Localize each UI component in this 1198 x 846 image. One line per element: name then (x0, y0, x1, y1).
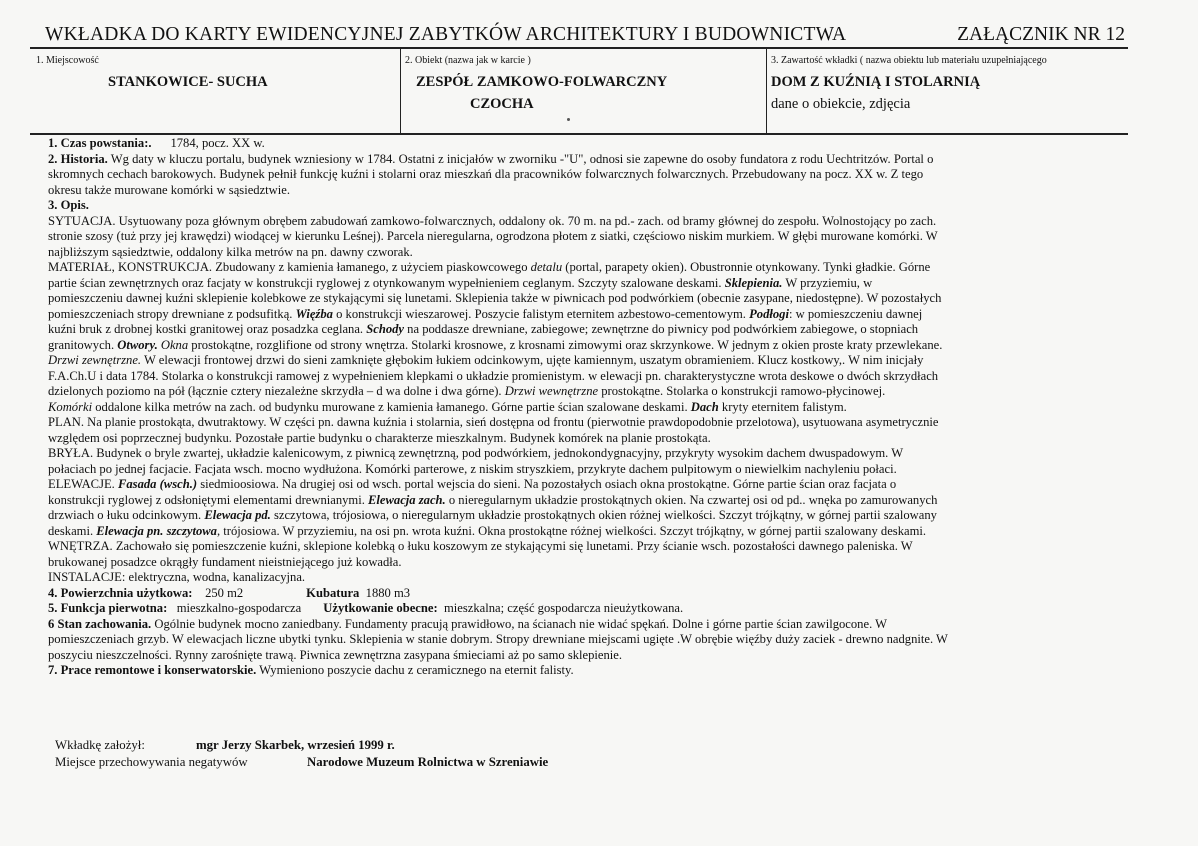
bryla-line-1: BRYŁA. Budynek o bryle zwartej, układzie kalenicowym, z piwnicą zewnętrzną, pod podwórkiem, jednokondygnacyjny, przykryty wysokim dachem dwuspadowym. W (48, 446, 904, 460)
prace-line: 7. Prace remontowe i konserwatorskie. Wymieniono poszycie dachu z ceramicznego na eternit falisty. (48, 663, 574, 677)
wnetrza-line-2: brukowanej posadzce okrągły fundament nieistniejącego już kowadła. (48, 554, 402, 569)
bryla-line-2: połaciach po jednej facjacie. Facjata wsch. mocno wydłużona. Komórki parterowe, z niskim stryszkiem, przykryte dachem pulpitowym o niewielkim nachyleniu połaci. (48, 461, 897, 476)
description-body (48, 136, 1138, 679)
header-top-rule (30, 47, 1128, 49)
historia-line-3: okresu także murowane komórki w sąsiedztwie. (48, 182, 291, 197)
stan-line-1: 6 Stan zachowania. Ogólnie budynek mocno zaniedbany. Fundamenty pracują prawidłowo, na ścianach nie widać spękań. Dolne i górne partie ścian zawilgocone. W (48, 616, 888, 631)
plan-line-2: względem osi poprzecznej budynku. Pozostałe partie budynku o charakterze mieszkalnym. Budynek komórek na planie prostokąta. (48, 430, 711, 445)
zalozyl-label: Wkładkę założył: (55, 738, 145, 752)
sytuacja-line-1: SYTUACJA. Usytuowany poza głównym obrębem zabudowań zamkowo-folwarcznych, oddalony ok. 70 m. na pd.- zach. od bramy głównej do zespołu. Wolnostojący po zach. (48, 213, 937, 228)
elewacje-line-1: ELEWACJE. Fasada (wsch.) siedmioosiowa. Na drugiej osi od wsch. portal wejscia do sieni. Na pozostałych osiach okna prostokątne. Górne partie ścian oraz facjata o (48, 477, 897, 491)
czas-line: 1. Czas powstania:. 1784, pocz. XX w. (48, 136, 265, 150)
cell-value-obiekt-line1: ZESPÓŁ ZAMKOWO-FOLWARCZNY (416, 74, 668, 90)
cell-value-zawartosc: DOM Z KUŹNIĄ I STOLARNIĄ (771, 74, 981, 90)
material-line-1: MATERIAŁ, KONSTRUKCJA. Zbudowany z kamienia łamanego, z użyciem piaskowcowego detalu (portal, parapety okien). Obustronnie otynkowany. Tynki gładkie. Górne (48, 260, 931, 274)
cell-value-miejscowosc: STANKOWICE- SUCHA (108, 74, 268, 90)
cell-divider-1 (400, 48, 401, 133)
annex-number: ZAŁĄCZNIK NR 12 (957, 24, 1125, 45)
zalozyl-value: mgr Jerzy Skarbek, wrzesień 1999 r. (196, 738, 395, 752)
funkcja-line: 5. Funkcja pierwotna: mieszkalno-gospodarcza Użytkowanie obecne: mieszkalna; część gospodarcza nieużytkowana. (48, 601, 684, 615)
material-line-3: pomieszczeniu dawnej kuźni sklepienie kolebkowe ze stykającymi się lunetami. Sklepienia także w piwnicach pod podwórkiem (obecnie zasypane, niedostępne). W pozostałych (48, 291, 942, 305)
powierzchnia-line: 4. Powierzchnia użytkowa: 250 m2 Kubatura 1880 m3 (48, 585, 411, 600)
material-line-7: Drzwi zewnętrzne. W elewacji frontowej drzwi do sieni zamknięte głębokim łukiem odcinkowym, ujęte kamiennym, uszatym obramieniem. Klucz kostkowy,. W nim inicjały (48, 353, 924, 367)
cell-label-zawartosc: 3. Zawartość wkładki ( nazwa obiektu lub materiału uzupełniającego (771, 55, 1047, 66)
miejsce-value: Narodowe Muzeum Rolnictwa w Szreniawie (307, 755, 549, 769)
stan-line-2: pomieszczeniach grzyb. W elewacjach liczne ubytki tynku. Sklepienia w stanie dobrym. Stropy drewniane miejscami ugięte .W obrębie więźby duży zaciek - drewno nadgnite. W (48, 632, 948, 646)
cell-label-obiekt: 2. Obiekt (nazwa jak w karcie ) (405, 55, 531, 66)
material-line-8: F.A.Ch.U i data 1784. Stolarka o konstrukcji ramowej z wypełnieniem klepkami o układzie promienistym. w elewacji pn. charakterystyczne wrota deskowe o dwóch skrzydłach (48, 368, 939, 383)
sytuacja-line-3: najbliższym sąsiedztwie, oddalony kilka metrów na pn. dawny czworak. (48, 244, 413, 259)
elewacje-line-4: deskami. Elewacja pn. szczytowa, trójosiowa. W przyziemiu, na osi pn. wrota kuźni. Okna prostokątne różnej wielkości. Szczyt trójkątny, w górnej partii szalowany deskami. (48, 523, 927, 538)
historia-line-1: 2. Historia. Wg daty w kluczu portalu, budynek wzniesiony w 1784. Ostatni z inicjałów w zworniku -"U", odnosi sie zapewne do osoby fundatora z rodu Uechtritzów. Portal o (48, 151, 934, 166)
sytuacja-line-2: stronie szosy (tuż przy jej krawędzi) wiodącej w kierunku Leśnej). Parcela nieregularna, ogrodzona płotem z siatki, częściowo niskim murkiem. W głębi murowane komórki. W (48, 229, 938, 243)
material-line-5: kuźni bruk z drobnej kostki granitowej oraz posadzka ceglana. Schody na poddasze drewniane, zabiegowe; zewnętrzne do piwnicy pod podwórkiem zabiegowe, o stopniach (48, 322, 919, 336)
header-bottom-rule (30, 133, 1128, 135)
material-line-6: granitowych. Otwory. Okna prostokątne, rozglifione od strony wnętrza. Stolarki krosnowe, z krosnami zimowymi oraz skrzynkowe. W jednym z okien proste kraty przewlekane. (48, 337, 943, 352)
document-title: WKŁADKA DO KARTY EWIDENCYJNEJ ZABYTKÓW ARCHITEKTURY I BUDOWNICTWA (45, 24, 847, 45)
instalacje-line: INSTALACJE: elektryczna, wodna, kanalizacyjna. (48, 570, 306, 584)
elewacje-line-2: konstrukcji ryglowej z odsłoniętymi elementami drewnianymi. Elewacja zach. o nieregularnym układzie prostokątnych okien. Na czwartej osi od pd.. wnęka po zamurowanych (48, 492, 938, 507)
material-line-2: partie ścian zewnętrznych oraz facjaty w konstrukcji ryglowej z otynkowanym wypełnieniem ceglanym. Szczyty szalowane deskami. Sklepienia. W przyziemiu, w (48, 275, 873, 290)
miejsce-label: Miejsce przechowywania negatywów (55, 755, 248, 769)
cell-label-miejscowosc: 1. Miejscowość (36, 55, 99, 66)
wnetrza-line-1: WNĘTRZA. Zachowało się pomieszczenie kuźni, sklepione kolebką o łuku koszowym ze stykającymi się lunetami. Przy ścianie wsch. pozostałości dawnego paleniska. W (48, 539, 913, 553)
cell-value-zawartosc-extra: dane o obiekcie, zdjęcia (771, 96, 911, 112)
cell-divider-2 (766, 48, 767, 133)
stan-line-3: poszyciu nieszczelności. Rynny zarośnięte trawą. Piwnica zewnętrzna zasypana śmieciami aż po samo sklepienie. (48, 647, 623, 662)
material-line-9: dzielonych poziomo na pół (łącznie cztery niezależne skrzydła – d wa dolne i dwa górne). Drzwi wewnętrzne prostokątne. Stolarka o konstrukcji ramowo-płycinowej. (48, 384, 886, 398)
opis-heading: 3. Opis. (48, 198, 89, 212)
scan-speck (567, 118, 570, 121)
material-line-10: Komórki oddalone kilka metrów na zach. od budynku murowane z kamienia łamanego. Górne partie ścian szalowane deskami. Dach kryty eternitem falistym. (48, 399, 847, 414)
historia-line-2: skromnych cechach barokowych. Budynek pełnił funkcję kuźni i stolarni oraz mieszkań dla pracowników folwarcznych folwarcznych. Przebudowany na pocz. XX w. Z tego (48, 167, 924, 181)
cell-value-obiekt-line2: CZOCHA (470, 96, 534, 112)
plan-line-1: PLAN. Na planie prostokąta, dwutraktowy. W części pn. dawna kuźnia i stolarnia, sień dostępna od frontu (pierwotnie prawdopodobnie przelotowa), usytuowana asymetrycznie (48, 415, 939, 429)
material-line-4: pomieszczeniach stropy drewniane z podsufitką. Więźba o konstrukcji wieszarowej. Poszycie falistym eternitem azbestowo-cementowym. Podłogi: w pomieszczeniu dawnej (48, 306, 923, 321)
elewacje-line-3: drzwiach o łuku odcinkowym. Elewacja pd. szczytowa, trójosiowa, o nieregularnym układzie prostokątnych okien różnej wielkości. Szczyt trójkątny, w górnej partii szalowany (48, 508, 937, 522)
